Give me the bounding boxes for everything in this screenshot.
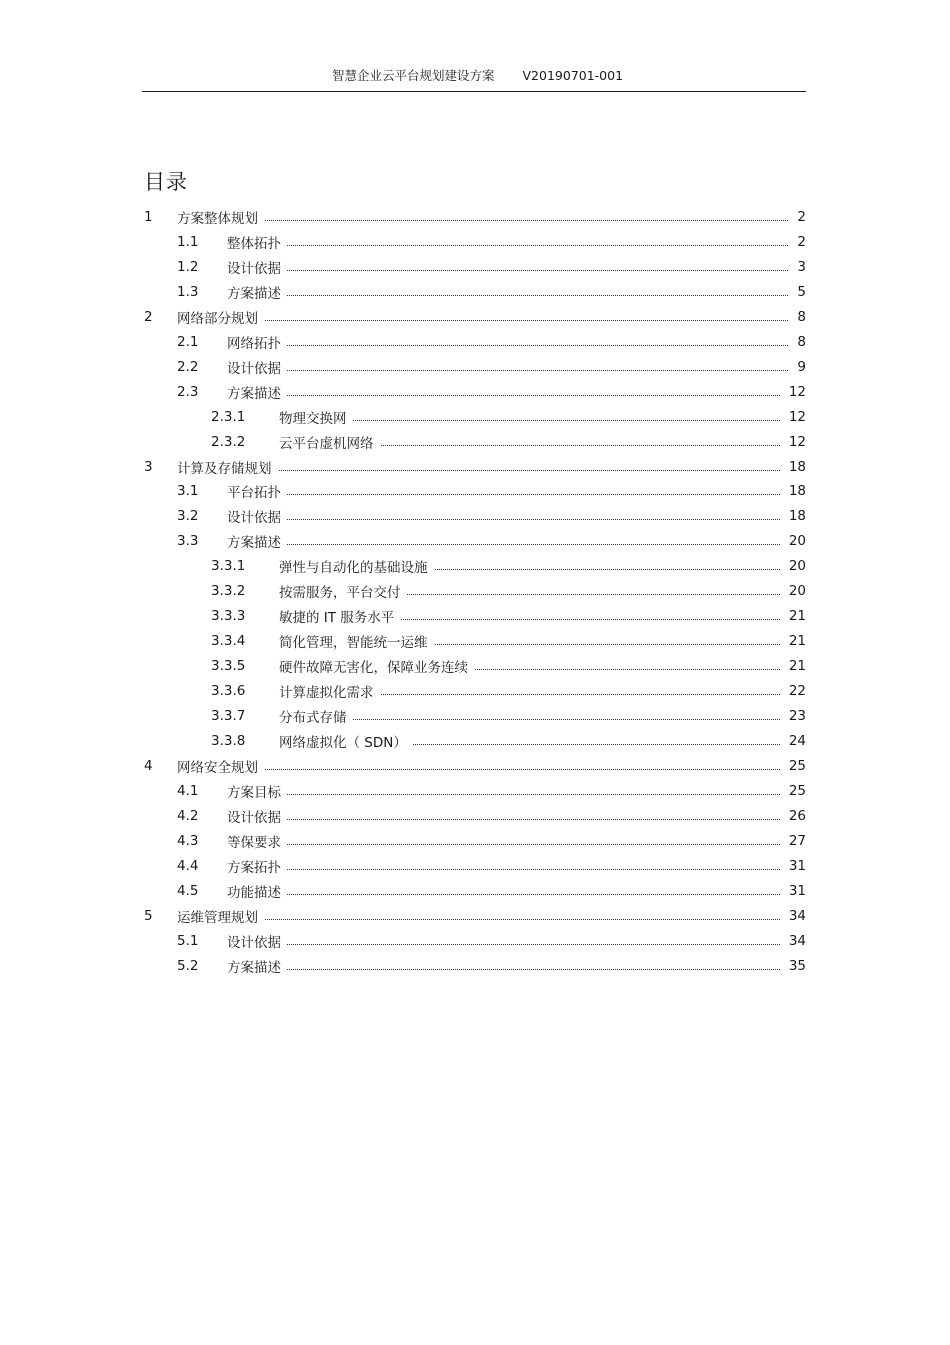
toc-entry-title: 设计依据	[227, 806, 287, 826]
toc-entry[interactable]	[0, 881, 950, 901]
toc-entry-number: 2.3.2	[211, 433, 246, 450]
toc-leader-dots	[227, 519, 780, 520]
toc-entry[interactable]	[0, 382, 950, 402]
toc-entry-number: 3.2	[177, 508, 199, 525]
toc-entry-number: 5.2	[177, 957, 199, 974]
toc-entry-page: 21	[788, 658, 806, 675]
toc-leader-dots	[279, 719, 780, 720]
toc-entry-page: 12	[788, 383, 806, 400]
toc-entry-title: 方案目标	[227, 781, 287, 801]
header-text	[332, 66, 623, 84]
toc-entry-title: 设计依据	[227, 506, 287, 526]
toc-entry-number: 3.1	[177, 483, 199, 500]
toc-entry-page: 9	[797, 358, 806, 375]
toc-leader-dots	[177, 769, 780, 770]
toc-entry[interactable]	[0, 357, 950, 377]
toc-entry-title: 分布式存储	[279, 706, 353, 726]
toc-entry[interactable]	[0, 407, 950, 427]
toc-entry-number: 4.4	[177, 857, 199, 874]
toc-entry-title: 敏捷的 IT 服务水平	[279, 606, 400, 626]
toc-entry-title: 计算虚拟化需求	[279, 681, 380, 701]
toc-entry-number: 2.2	[177, 358, 199, 375]
toc-entry-title: 平台拓扑	[227, 481, 287, 501]
toc-entry-page: 31	[788, 857, 806, 874]
toc-entry[interactable]	[0, 831, 950, 851]
toc-entry-number: 3.3	[177, 533, 199, 550]
toc-entry-number: 3.3.1	[211, 558, 246, 575]
document-title: 智慧企业云平台规划建设方案	[332, 68, 495, 83]
toc-entry[interactable]	[0, 731, 950, 751]
toc-entry-title: 网络安全规划	[177, 756, 264, 776]
toc-entry[interactable]	[0, 207, 950, 227]
toc-entry-number: 3.3.2	[211, 583, 246, 600]
toc-leader-dots	[177, 320, 788, 321]
toc-entry[interactable]	[0, 282, 950, 302]
toc-leader-dots	[227, 295, 788, 296]
toc-entry[interactable]	[0, 581, 950, 601]
toc-entry-title: 功能描述	[227, 881, 287, 901]
document-version: V20190701-001	[522, 68, 624, 83]
toc-entry-title: 方案描述	[227, 956, 287, 976]
toc-entry-page: 8	[797, 308, 806, 325]
toc-entry-number: 1.1	[177, 233, 199, 250]
toc-entry-number: 4.1	[177, 782, 199, 799]
page-header	[142, 66, 806, 92]
toc-heading: 目录	[144, 170, 188, 194]
toc-entry-number: 3.3.4	[211, 633, 246, 650]
toc-entry-number: 3.3.6	[211, 683, 246, 700]
toc-entry-title: 设计依据	[227, 931, 287, 951]
toc-entry-page: 18	[788, 508, 806, 525]
toc-entry[interactable]	[0, 931, 950, 951]
toc-entry-title: 方案描述	[227, 282, 287, 302]
toc-entry-title: 运维管理规划	[177, 906, 264, 926]
toc-entry[interactable]	[0, 956, 950, 976]
toc-entry-page: 18	[788, 483, 806, 500]
toc-entry-page: 25	[788, 782, 806, 799]
toc-leader-dots	[177, 919, 780, 920]
toc-entry-title: 按需服务，平台交付	[279, 581, 407, 601]
toc-entry[interactable]	[0, 681, 950, 701]
toc-entry-page: 20	[788, 558, 806, 575]
toc-entry-number: 4	[144, 757, 153, 774]
toc-entry-page: 12	[788, 433, 806, 450]
toc-entry-number: 3.3.5	[211, 658, 246, 675]
toc-entry-page: 34	[788, 907, 806, 924]
toc-entry-page: 26	[788, 807, 806, 824]
toc-leader-dots	[227, 794, 780, 795]
toc-entry[interactable]	[0, 631, 950, 651]
toc-entry-number: 3	[144, 458, 153, 475]
toc-entry-number: 1	[144, 209, 153, 225]
toc-entry-number: 2.1	[177, 333, 199, 350]
toc-entry-title: 方案拓扑	[227, 856, 287, 876]
toc-entry-title: 方案描述	[227, 382, 287, 402]
toc-entry[interactable]	[0, 556, 950, 576]
toc-leader-dots	[227, 819, 780, 820]
toc-leader-dots	[227, 395, 780, 396]
toc-entry-page: 3	[797, 258, 806, 275]
toc-entry-page: 35	[788, 957, 806, 974]
toc-entry[interactable]	[0, 332, 950, 352]
toc-entry-title: 物理交换网	[279, 407, 353, 427]
toc-entry[interactable]	[0, 307, 950, 327]
toc-entry[interactable]	[0, 506, 950, 526]
toc-entry-number: 4.2	[177, 807, 199, 824]
toc-leader-dots	[227, 345, 788, 346]
toc-entry-number: 3.3.8	[211, 732, 246, 749]
toc-leader-dots	[227, 370, 788, 371]
toc-entry[interactable]	[0, 531, 950, 551]
toc-entry-title: 硬件故障无害化，保障业务连续	[279, 656, 474, 676]
toc-leader-dots	[227, 494, 780, 495]
toc-entry-number: 5	[144, 907, 153, 924]
toc-leader-dots	[227, 270, 788, 271]
toc-leader-dots	[227, 544, 780, 545]
toc-entry[interactable]	[0, 756, 950, 776]
toc-entry-page: 22	[788, 683, 806, 700]
toc-entry-title: 等保要求	[227, 831, 287, 851]
toc-entry-page: 23	[788, 708, 806, 724]
toc-entry-title: 简化管理，智能统一运维	[279, 631, 434, 651]
toc-leader-dots	[227, 844, 780, 845]
toc-entry-page: 34	[788, 932, 806, 949]
toc-entry-page: 31	[788, 882, 806, 899]
toc-entry-page: 5	[797, 283, 806, 300]
toc-entry[interactable]	[0, 656, 950, 676]
toc-entry[interactable]	[0, 232, 950, 252]
toc-entry[interactable]	[0, 432, 950, 452]
toc-entry-number: 5.1	[177, 932, 199, 949]
toc-entry-page: 25	[788, 757, 806, 774]
toc-entry[interactable]	[0, 781, 950, 801]
toc-entry-page: 24	[788, 732, 806, 749]
toc-entry-page: 2	[797, 233, 806, 250]
toc-entry-page: 12	[788, 408, 806, 425]
toc-entry-title: 云平台虚机网络	[279, 432, 380, 452]
toc-entry-title: 网络部分规划	[177, 307, 264, 327]
toc-entry-number: 2.3	[177, 383, 199, 400]
toc-entry-title: 网络拓扑	[227, 332, 287, 352]
toc-entry[interactable]	[0, 856, 950, 876]
toc-leader-dots	[227, 245, 788, 246]
toc-entry-number: 3.3.7	[211, 708, 246, 724]
toc-entry-title: 方案描述	[227, 531, 287, 551]
toc-entry-number: 1.3	[177, 283, 199, 300]
toc-entry[interactable]	[0, 481, 950, 501]
toc-leader-dots	[227, 969, 780, 970]
toc-entry[interactable]	[0, 257, 950, 277]
toc-entry-number: 1.2	[177, 258, 199, 275]
toc-entry-title: 计算及存储规划	[177, 457, 278, 477]
toc-leader-dots	[177, 220, 788, 221]
toc-entry-page: 2	[797, 209, 806, 225]
toc-leader-dots	[279, 420, 780, 421]
toc-entry-number: 2.3.1	[211, 408, 246, 425]
toc-entry-page: 27	[788, 832, 806, 849]
toc-entry-page: 21	[788, 633, 806, 650]
toc-entry[interactable]	[0, 906, 950, 926]
toc-entry-title: 方案整体规划	[177, 207, 264, 227]
toc-entry-title: 设计依据	[227, 257, 287, 277]
toc-entry[interactable]	[0, 806, 950, 826]
toc-entry-page: 21	[788, 608, 806, 625]
toc-entry-number: 3.3.3	[211, 608, 246, 625]
toc-entry-page: 20	[788, 583, 806, 600]
toc-entry-number: 4.3	[177, 832, 199, 849]
toc-entry-title: 整体拓扑	[227, 232, 287, 252]
toc-entry-title: 弹性与自动化的基础设施	[279, 556, 434, 576]
toc-entry[interactable]	[0, 606, 950, 626]
toc-entry-title: 设计依据	[227, 357, 287, 377]
toc-leader-dots	[227, 894, 780, 895]
toc-entry-title: 网络虚拟化（ SDN）	[279, 731, 413, 751]
toc-entry-page: 8	[797, 333, 806, 350]
toc-entry-page: 20	[788, 533, 806, 550]
toc-leader-dots	[227, 869, 780, 870]
toc-leader-dots	[227, 944, 780, 945]
toc-entry-number: 2	[144, 308, 153, 325]
toc-entry-number: 4.5	[177, 882, 199, 899]
toc-entry[interactable]	[0, 457, 950, 477]
toc-entry[interactable]	[0, 706, 950, 726]
toc-entry-page: 18	[788, 458, 806, 475]
